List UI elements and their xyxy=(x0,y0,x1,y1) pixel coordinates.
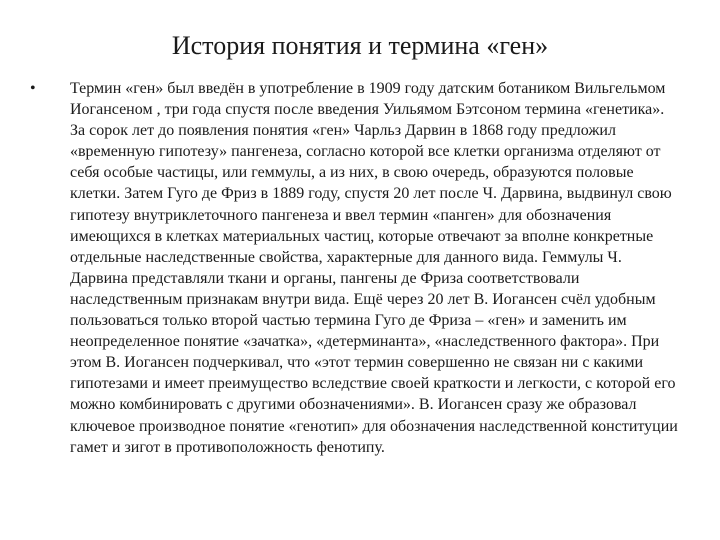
bullet-text: Термин «ген» был введён в употребление в 1909 году датским ботаником Вильгельмом Иогансеном , три года спустя после введения Уильямом Бэтсоном термина «генетика». За сорок лет до появления понятия «ген» Чарльз Дарвин в 1868 году предложил «временную гипотезу» пангенеза, согласно которой все клетки организма отделяют от себя особые частицы, или геммулы, а из них, в свою очередь, образуются половые клетки. Затем Гуго де Фриз в 1889 году, спустя 20 лет после Ч. Дарвина, выдвинул свою гипотезу внутриклеточного пангенеза и ввел термин «панген» для обозначения имеющихся в клетках материальных частиц, которые отвечают за вполне конкретные отдельные наследственные свойства, характерные для данного вида. Геммулы Ч. Дарвина представляли ткани и органы, пангены де Фриза соответствовали наследственным признакам внутри вида. Ещё через 20 лет В. Иогансен счёл удобным пользоваться только второй частью термина Гуго де Фриза – «ген» и заменить им неопределенное понятие «зачатка», «детерминанта», «наследственного фактора». При этом В. Иогансен подчеркивал, что «этот термин совершенно не связан ни с какими гипотезами и имеет преимущество вследствие своей краткости и легкости, с которой его можно комбинировать с другими обозначениями». В. Иогансен сразу же образовал ключевое производное понятие «генотип» для обозначения наследственной конституции гамет и зигот в противоположность фенотипу. xyxy=(70,80,678,456)
bullet-list xyxy=(30,78,680,458)
slide-title: История понятия и термина «ген» xyxy=(171,31,549,60)
bullet-item xyxy=(30,78,680,458)
bullet-marker: • xyxy=(30,80,36,97)
